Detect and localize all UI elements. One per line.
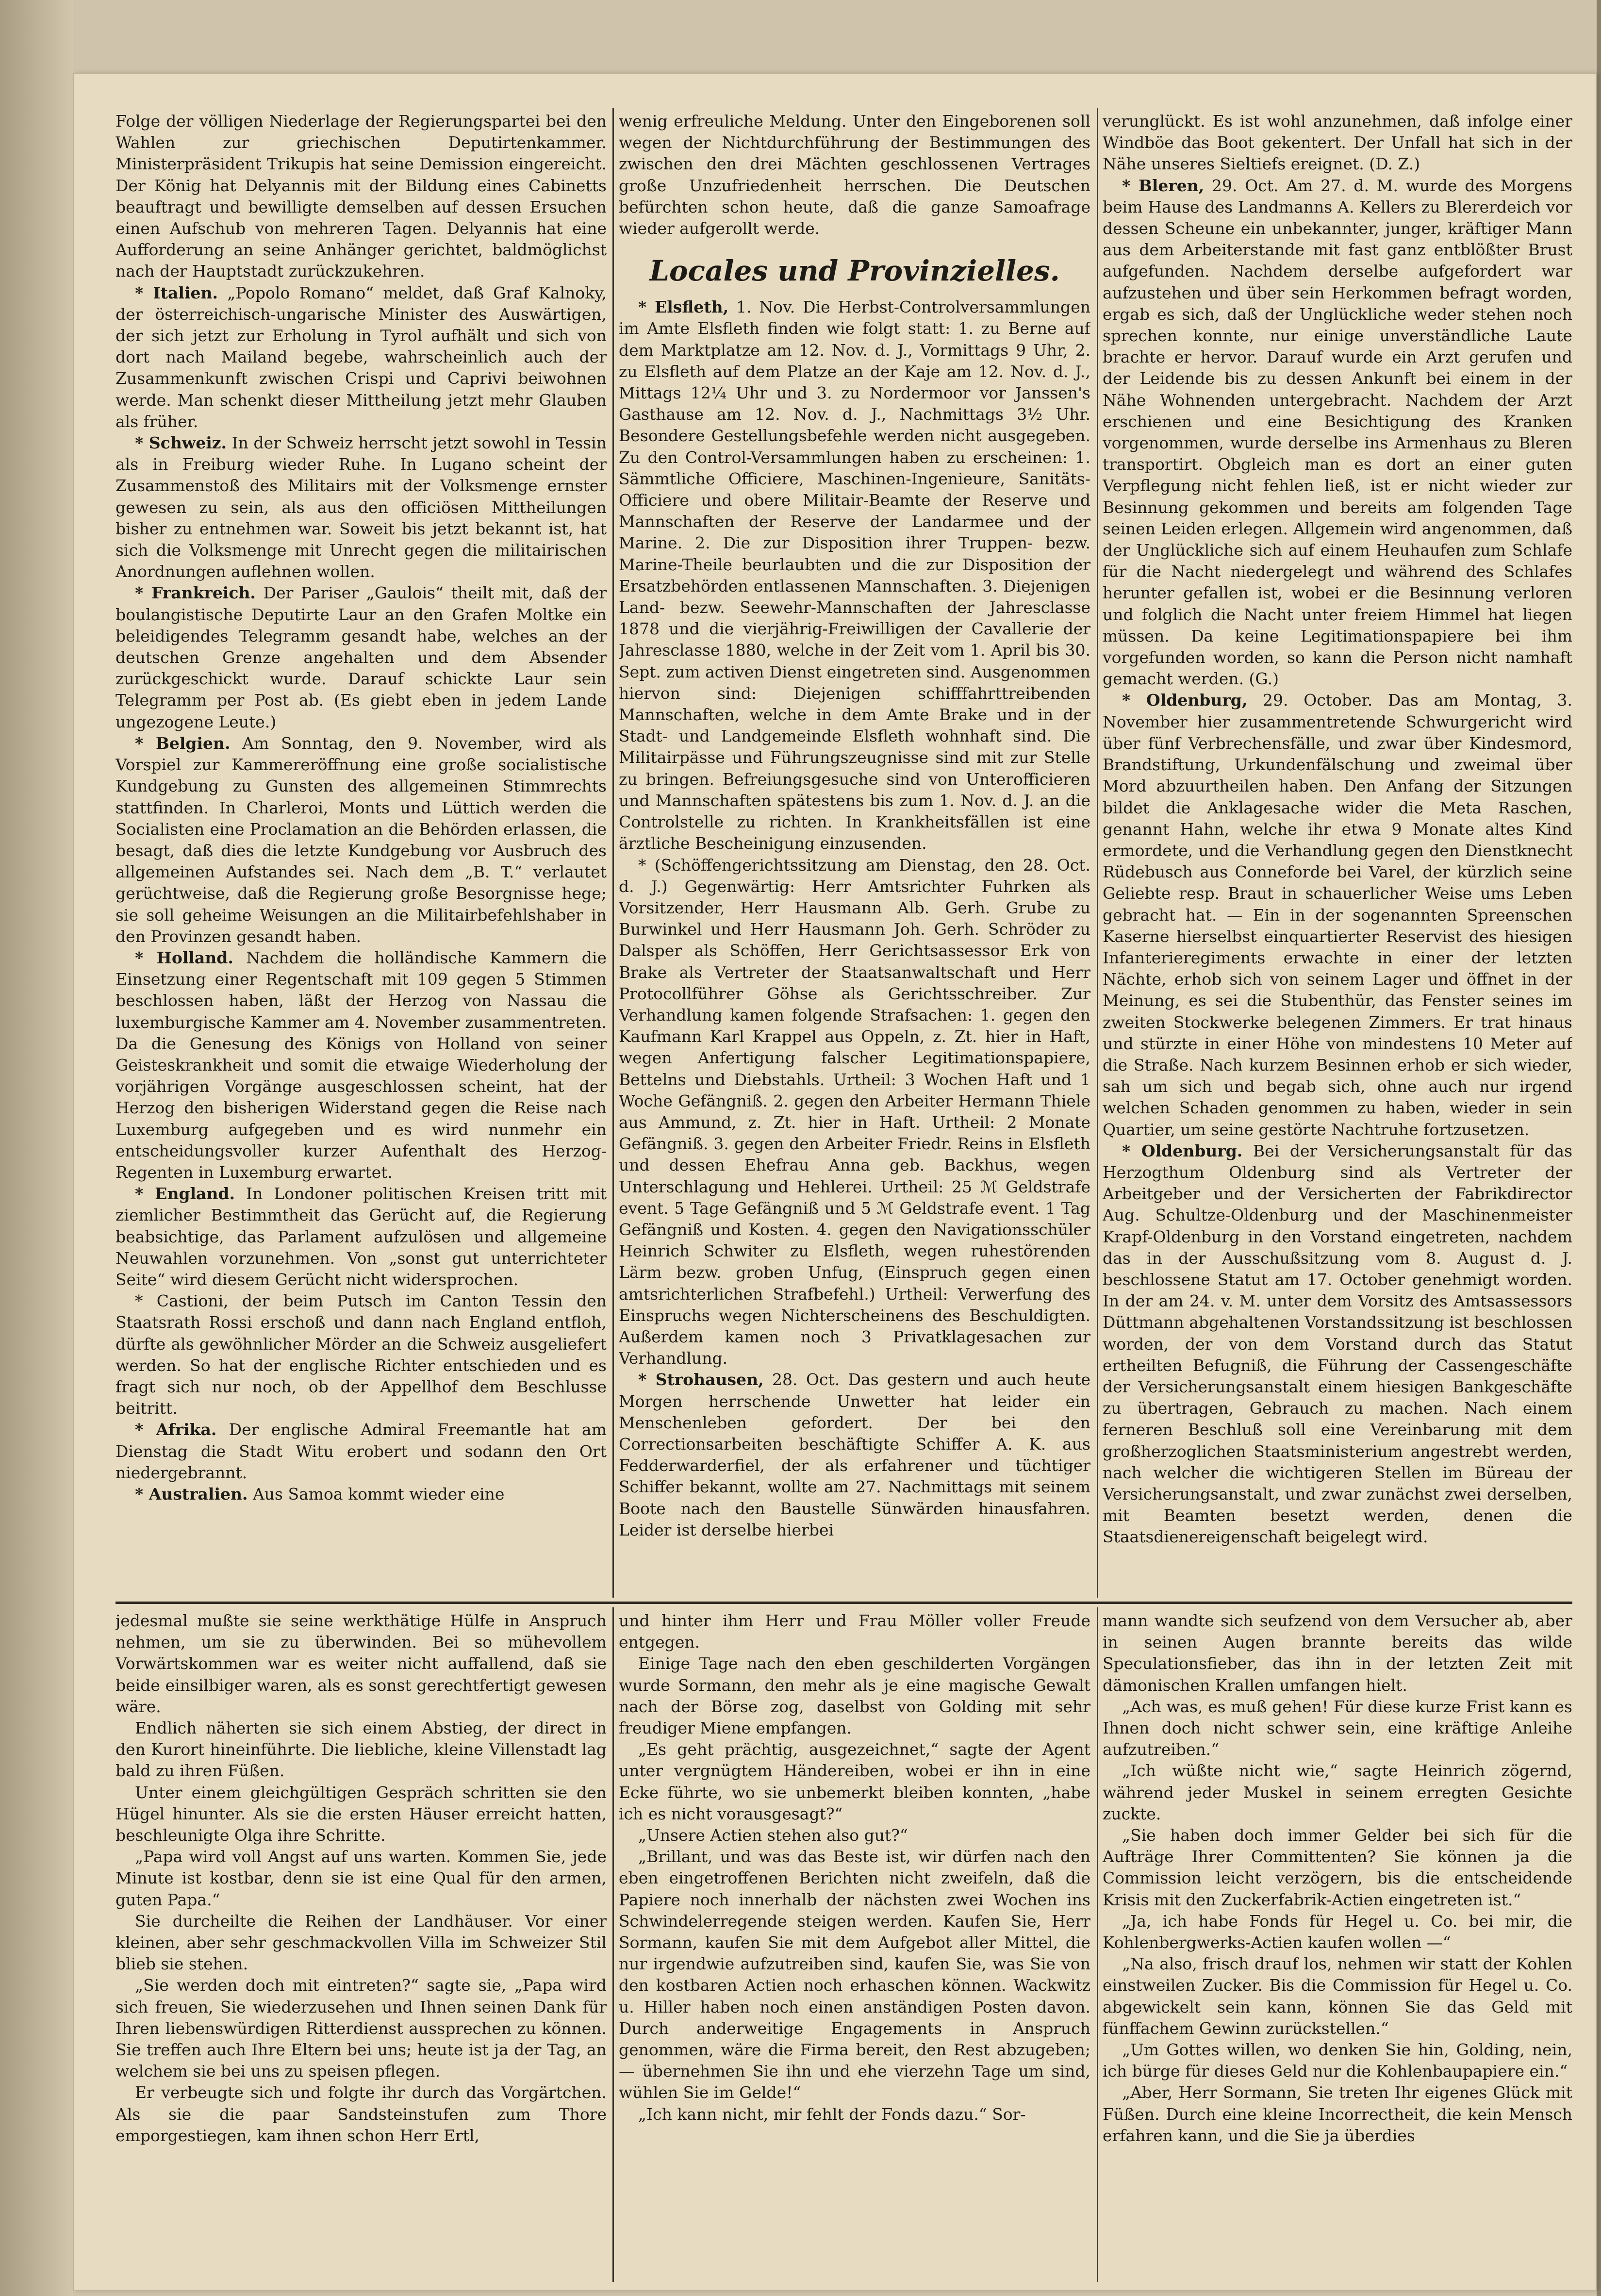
dateline: * Frankreich. xyxy=(135,583,256,603)
dateline: * Belgien. xyxy=(135,733,231,753)
article-text: Der englische Admiral Freemantle hat am Dienstag die Stadt Witu erobert und sodann den Ort niedergebrannt. xyxy=(116,1420,607,1482)
article-text: mann wandte sich seufzend von dem Versucher ab, aber in seinen Augen brannte bereits das wilde Speculationsfieber, das ihn in der letzten Zeit mit dämonischen Krallen umfangen hielt. xyxy=(1103,1611,1572,1695)
dateline: * Oldenburg. xyxy=(1122,1141,1243,1160)
article-paragraph xyxy=(619,1369,1090,1541)
article-text: „Ich wüßte nicht wie,“ sagte Heinrich zögernd, während jeder Muskel in seinem erregten Gesichte zuckte. xyxy=(1103,1761,1572,1823)
article-text: wenig erfreuliche Meldung. Unter den Eingeborenen soll wegen der Nichtdurchführung der Bestimmungen des zwischen den drei Mächten geschlossenen Vertrages große Unzufriedenheit herrschen. Die Deutschen befürchten schon heute, daß die ganze Samoafrage wieder aufgerollt werde. xyxy=(619,112,1090,238)
article-paragraph xyxy=(116,1846,607,1911)
article-paragraph xyxy=(1103,1825,1572,1911)
article-text: * (Schöffengerichtssitzung am Dienstag, den 28. Oct. d. J.) Gegenwärtig: Herr Amtsrichter Fuhrken als Vorsitzender, Herr Hausmann Alb. Gerh. Grube zu Burwinkel und Herr Hausmann Joh. Gerh. Schröder zu Dalsper als Schöffen, Herr Gerichtsassessor Erk von Brake als Vertreter der Staatsanwaltschaft und Herr Protocollführer Göhse als Gerichtsschreiber. Zur Verhandlung kamen folgende Strafsachen: 1. gegen den Kaufmann Karl Krappel aus Oppeln, z. Zt. hier in Haft, wegen Anfertigung falscher Legitimationspapiere, Bettelns und Diebstahls. Urtheil: 3 Wochen Haft und 1 Woche Gefängniß. 2. gegen den Arbeiter Hermann Thiele aus Ammund, z. Zt. hier in Haft. Urtheil: 2 Monate Gefängniß. 3. gegen den Arbeiter Friedr. Reins in Elsfleth und dessen Ehefrau Anna geb. Backhus, wegen Unterschlagung und Hehlerei. Urtheil: 25 ℳ Geldstrafe event. 5 Tage Gefängniß und 5 ℳ Geldstrafe event. 1 Tag Gefängniß und Kosten. 4. gegen den Navigationsschüler Heinrich Schwiter zu Elsfleth, wegen ruhestörenden Lärm bezw. groben Unfug, (Einspruch gegen einen amtsrichterlichen Strafbefehl.) Urtheil: Verwerfung des Einspruchs wegen Nichterscheinens des Beschuldigten. Außerdem kamen noch 3 Privatklagesachen zur Verhandlung. xyxy=(619,855,1090,1368)
dateline: * Bleren, xyxy=(1122,176,1205,195)
feuilleton-column-1 xyxy=(116,1610,607,2280)
article-text: 28. Oct. Das gestern und auch heute Morgen herrschende Unwetter hat leider ein Menschenleben gefordert. Der bei den Correctionsarbeiten beschäftigte Schiffer A. K. aus Fedderwarderfiel, der als erfahrener und tüchtiger Schiffer bekannt, wollte am 27. Nachmittags mit seinem Boote nach den Baustelle Sünwärden hinausfahren. Leider ist derselbe hierbei xyxy=(619,1370,1090,1539)
article-paragraph xyxy=(116,111,607,282)
article-text: „Na also, frisch drauf los, nehmen wir statt der Kohlen einstweilen Zucker. Bis die Commission für Hegel u. Co. abgewickelt sein kann, können Sie das Geld mit fünffachem Gewinn zurückstellen.“ xyxy=(1103,1954,1572,2038)
article-paragraph xyxy=(619,2104,1090,2125)
article-text: Am Sonntag, den 9. November, wird als Vorspiel zur Kammereröffnung eine große socialistische Kundgebung zu Gunsten des allgemeinen Stimmrechts stattfinden. In Charleroi, Monts und Lüttich werden die Socialisten eine Proclamation an die Behörden erlassen, die besagt, daß dies die letzte Kundgebung vor Ausbruch des allgemeinen Aufstandes sei. Nach dem „B. T.“ verlautet gerüchtweise, daß die Regierung große Besorgnisse hege; sie soll geheime Weisungen an die Militairbefehlshaber in den Provinzen gesandt haben. xyxy=(116,733,607,946)
article-paragraph xyxy=(116,282,607,432)
article-text: jedesmal mußte sie seine werkthätige Hülfe in Anspruch nehmen, um sie zu überwinden. Bei so mühevollem Vorwärtskommen war es weiter nicht auffallend, daß sie beide einsilbiger waren, als es sonst gerechtfertigt gewesen wäre. xyxy=(116,1611,607,1716)
article-text: Sie durcheilte die Reihen der Landhäuser. Vor einer kleinen, aber sehr geschmackvollen Villa im Schweizer Stil blieb sie stehen. xyxy=(116,1911,607,1974)
dateline: * Holland. xyxy=(135,948,233,967)
article-paragraph xyxy=(116,432,607,582)
article-paragraph xyxy=(116,733,607,947)
article-paragraph xyxy=(619,855,1090,1370)
article-paragraph xyxy=(1103,1953,1572,2039)
article-paragraph xyxy=(116,1782,607,1847)
column-divider xyxy=(612,1607,614,2282)
article-paragraph xyxy=(1103,111,1572,175)
article-text: Unter einem gleichgültigen Gespräch schritten sie den Hügel hinunter. Als sie die ersten Häuser erreicht hatten, beschleunigte Olga ihre Schritte. xyxy=(116,1783,607,1845)
article-paragraph xyxy=(619,1825,1090,1846)
article-paragraph xyxy=(116,1610,607,1718)
article-text: 29. Oct. Am 27. d. M. wurde des Morgens beim Hause des Landmanns A. Kellers zu Blererdeich vor dessen Scheune ein unbekannter, junger, kräftiger Mann aus dem Arbeiterstande mit fast ganz entblößter Brust aufgefunden. Nachdem derselbe aufgefordert war aufzustehen und über sein Herkommen befragt worden, ergab es sich, daß der Unglückliche weder stehen noch sprechen konnte, nur einige unverständliche Laute brachte er hervor. Darauf wurde ein Arzt gerufen und der Leidende bis zu dessen Ankunft bei einem in der Nähe Wohnenden untergebracht. Nachdem der Arzt erschienen und eine Besichtigung des Kranken vorgenommen, wurde derselbe ins Armenhaus zu Bleren transportirt. Obgleich man es dort an einer guten Verpflegung nicht fehlen ließ, ist er nicht wieder zur Besinnung gekommen und bereits am folgenden Tage seinen Leiden erlegen. Allgemein wird angenommen, daß der Unglückliche sich auf einem Heuhaufen zum Schlafe für die Nacht niedergelegt und während des Schlafes herunter gefallen ist, wobei er die Besinnung verloren und folglich die Nacht unter freiem Himmel hat liegen müssen. Da keine Legitimationspapiere bei ihm vorgefunden worden, so kann die Person nicht namhaft gemacht werden. (G.) xyxy=(1103,176,1572,689)
feuilleton-separator xyxy=(116,1602,1572,1604)
article-text: „Brillant, und was das Beste ist, wir dürfen nach den eben eingetroffenen Berichten nicht zweifeln, daß die Papiere noch innerhalb der nächsten zwei Wochen ins Schwindelerregende steigen werden. Kaufen Sie, Herr Sormann, kaufen Sie mit dem Aufgebot aller Mittel, die nur irgendwie aufzutreiben sind, kaufen Sie, was Sie von den kostbaren Actien noch erhaschen können. Wackwitz u. Hiller haben noch einen anständigen Posten davon. Durch anderweitige Engagements in Anspruch genommen, wäre die Firma bereit, den Rest abzugeben; — übernehmen Sie ihn und ehe vierzehn Tage um sind, wühlen Sie im Gelde!“ xyxy=(619,1847,1090,2102)
article-paragraph xyxy=(116,1484,607,1505)
article-text: „Aber, Herr Sormann, Sie treten Ihr eigenes Glück mit Füßen. Durch eine kleine Incorrectheit, die kein Mensch erfahren kann, und die Sie ja überdies xyxy=(1103,2083,1572,2145)
article-paragraph xyxy=(619,1846,1090,2103)
article-text: Der Pariser „Gaulois“ theilt mit, daß der boulangistische Deputirte Laur an den Grafen Moltke ein beleidigendes Telegramm gesandt habe, welches an der deutschen Grenze angehalten und dem Absender zurückgeschickt wurde. Darauf schickte Laur sein Telegramm per Post ab. (Es giebt eben in jedem Lande ungezogene Leute.) xyxy=(116,583,607,731)
feuilleton-column-3 xyxy=(1103,1610,1572,2280)
article-paragraph xyxy=(116,1183,607,1290)
news-column-3 xyxy=(1103,111,1572,1591)
page-edge xyxy=(1597,0,1601,2296)
article-paragraph xyxy=(116,2082,607,2147)
article-paragraph xyxy=(116,1290,607,1419)
dateline: * Italien. xyxy=(135,283,218,302)
article-text: Folge der völligen Niederlage der Regierungspartei bei den Wahlen zur griechischen Deputirtenkammer. Ministerpräsident Trikupis hat seine Demission eingereicht. Der König hat Delyannis mit der Bildung eines Cabinetts beauftragt und bewilligte demselben auf dessen Ersuchen einen Aufschub von mehreren Tagen. Delyannis hat eine Aufforderung an seine Anhänger gerichtet, baldmöglichst nach der Hauptstadt zurückzukehren. xyxy=(116,112,607,281)
article-paragraph xyxy=(116,1718,607,1782)
dateline: * Strohausen, xyxy=(638,1370,764,1389)
article-paragraph xyxy=(116,1975,607,2082)
feuilleton-column-2 xyxy=(619,1610,1090,2280)
article-text: 29. October. Das am Montag, 3. November hier zusammentretende Schwurgericht wird über fünf Verbrechensfälle, und zwar über Kindesmord, Brandstiftung, Urkundenfälschung und zweimal über Mord abzuurtheilen haben. Den Anfang der Sitzungen bildet die Anklagesache wider die Meta Raschen, genannt Hahn, welche ihr etwa 9 Monate altes Kind ermordete, und die Verhandlung gegen den Dienstknecht Rüdebusch aus Conneforde bei Varel, der kürzlich seine Geliebte resp. Braut in schauerlicher Weise ums Leben gebracht hat. — Ein in der sogenannten Spreenschen Kaserne hierselbst einquartierter Reservist des hiesigen Infanterieregiments erwachte in einer der letzten Nächte, erhob sich von seinem Lager und öffnet in der Meinung, es sei die Stubenthür, das Fenster seines im zweiten Stockwerke belegenen Zimmers. Er trat hinaus und stürzte in einer Höhe von mindestens 10 Meter auf die Straße. Nach kurzem Besinnen erhob er sich wieder, sah um sich und begab sich, ohne auch nur irgend welchen Schaden genommen zu haben, wieder in sein Quartier, um seine gestörte Nachtruhe fortzusetzen. xyxy=(1103,691,1572,1139)
column-divider xyxy=(612,108,614,1598)
article-paragraph xyxy=(1103,690,1572,1140)
article-paragraph xyxy=(116,582,607,732)
article-text: Aus Samoa kommt wieder eine xyxy=(248,1485,505,1503)
article-paragraph xyxy=(116,1419,607,1484)
article-paragraph xyxy=(1103,2039,1572,2082)
article-text: Bei der Versicherungsanstalt für das Herzogthum Oldenburg sind als Vertreter der Arbeitgeber und der Versicherten der Fabrikdirector Aug. Schultze-Oldenburg und der Maschinenmeister Krapf-Oldenburg in den Vorstand eingetreten, nachdem das in der Ausschußsitzung vom 8. August d. J. beschlossene Statut am 17. October genehmigt worden. In der am 24. v. M. unter dem Vorsitz des Amtsassessors Düttmann abgehaltenen Vorstandssitzung ist beschlossen worden, der von dem Vorstand durch das Statut ertheilten Befugniß, die Führung der Cassengeschäfte der Versicherungsanstalt einem hiesigen Bankgeschäfte zu übertragen, Gebrauch zu machen. Nach einem ferneren Beschluß soll eine Vereinbarung mit dem großherzoglichen Staatsministerium angestrebt werden, nach welcher die wichtigeren Stellen im Büreau der Versicherungsanstalt, und zwar zunächst zwei derselben, mit Beamten besetzt werden, denen die Staatsdienereigenschaft beigelegt wird. xyxy=(1103,1141,1572,1547)
article-paragraph xyxy=(619,1739,1090,1825)
article-text: „Um Gottes willen, wo denken Sie hin, Golding, nein, ich bürge für dieses Geld nur die Kohlenbaupapiere ein.“ xyxy=(1103,2040,1572,2081)
page-gutter xyxy=(0,0,73,2296)
article-text: Endlich näherten sie sich einem Abstieg, der direct in den Kurort hineinführte. Die liebliche, kleine Villenstadt lag bald zu ihren Füßen. xyxy=(116,1718,607,1781)
dateline: * Oldenburg, xyxy=(1122,691,1248,710)
article-paragraph xyxy=(116,1911,607,1975)
article-paragraph xyxy=(619,111,1090,239)
article-paragraph xyxy=(1103,175,1572,690)
article-paragraph xyxy=(619,1653,1090,1739)
article-text: verunglückt. Es ist wohl anzunehmen, daß infolge einer Windböe das Boot gekentert. Der Unfall hat sich in der Nähe unseres Sieltiefs ereignet. (D. Z.) xyxy=(1103,112,1572,174)
article-text: Nachdem die holländische Kammern die Einsetzung einer Regentschaft mit 109 gegen 5 Stimmen beschlossen haben, läßt der Herzog von Nassau die luxemburgische Kammer am 4. November zusammentreten. Da die Genesung des Königs von Holland von seiner Geisteskrankheit und somit die etwaige Wiederholung der vorjährigen Vorgänge ausgeschlossen scheint, hat der Herzog den bisherigen Widerstand gegen die Reise nach Luxemburg aufgegeben und es wird nunmehr ein entscheidungsvoller kurzer Aufenthalt des Herzog-Regenten in Luxemburg erwartet. xyxy=(116,948,607,1182)
dateline: * Afrika. xyxy=(135,1420,217,1439)
article-text: 1. Nov. Die Herbst-Controlversammlungen im Amte Elsfleth finden wie folgt statt: 1. zu Berne auf dem Marktplatze am 12. Nov. d. J., Vormittags 9 Uhr, 2. zu Elsfleth auf dem Platze an der Kaje am 12. Nov. d. J., Mittags 12¼ Uhr und 3. zu Nordermoor vor Janssen's Gasthause am 12. Nov. d. J., Nachmittags 3½ Uhr. Besondere Gestellungsbefehle werden nicht ausgegeben. Zu den Control-Versammlungen haben zu erscheinen: 1. Sämmtliche Officiere, Maschinen-Ingenieure, Sanitäts-Officiere und obere Militair-Beamte der Reserve und Mannschaften der Reserve der Landarmee und der Marine. 2. Die zur Disposition ihrer Truppen- bezw. Marine-Theile beurlaubten und die zur Disposition der Ersatzbehörden entlassenen Mannschaften. 3. Diejenigen Land- bezw. Seewehr-Mannschaften der Jahresclasse 1878 und die vierjährig-Freiwilligen der Cavallerie der Jahresclasse 1880, welche in der Zeit vom 1. April bis 30. Sept. zum activen Dienst eingetreten sind. Ausgenommen hiervon sind: Diejenigen schifffahrttreibenden Mannschaften, welche in dem Amte Brake und in der Stadt- und Landgemeinde Elsfleth wohnhaft sind. Die Militairpässe und Führungszeugnisse sind mit zur Stelle zu bringen. Befreiungsgesuche sind von Unterofficieren und Mannschaften spätestens bis zum 1. Nov. d. J. an die Controlstelle zu richten. In Krankheitsfällen ist eine ärztliche Bescheinigung einzusenden. xyxy=(619,297,1090,853)
column-divider xyxy=(1097,1607,1098,2282)
article-text: * Castioni, der beim Putsch im Canton Tessin den Staatsrath Rossi erschoß und dann nach England entfloh, dürfte als gewöhnlicher Mörder an die Schweiz ausgeliefert werden. So hat der englische Richter entschieden und es fragt sich nur noch, ob der Appellhof dem Beschlusse beitritt. xyxy=(116,1291,607,1418)
article-paragraph xyxy=(116,947,607,1183)
column-divider xyxy=(1097,108,1098,1598)
dateline: * Schweiz. xyxy=(135,433,227,453)
article-paragraph xyxy=(619,1610,1090,1653)
article-text: und hinter ihm Herr und Frau Möller voller Freude entgegen. xyxy=(619,1611,1090,1652)
article-text: „Es geht prächtig, ausgezeichnet,“ sagte der Agent unter vergnügtem Händereiben, wobei er ihn in eine Ecke führte, wo sie unbemerkt bleiben konnten, „habe ich es nicht vorausgesagt?“ xyxy=(619,1740,1090,1823)
news-column-1 xyxy=(116,111,607,1591)
article-paragraph xyxy=(1103,1760,1572,1825)
article-text: „Papa wird voll Angst auf uns warten. Kommen Sie, jede Minute ist kostbar, denn sie ist eine Qual für den armen, guten Papa.“ xyxy=(116,1847,607,1909)
article-text: In Londoner politischen Kreisen tritt mit ziemlicher Bestimmtheit das Gerücht auf, die Regierung beabsichtige, das Parlament aufzulösen und allgemeine Neuwahlen vorzunehmen. Von „sonst gut unterrichteter Seite“ wird diesem Gerücht nicht widersprochen. xyxy=(116,1184,607,1289)
article-paragraph xyxy=(1103,1911,1572,1953)
article-paragraph xyxy=(619,297,1090,854)
article-paragraph xyxy=(1103,1610,1572,1696)
article-text: In der Schweiz herrscht jetzt sowohl in Tessin als in Freiburg wieder Ruhe. In Lugano scheint der Zusammenstoß des Militairs mit der Volksmenge ernster gewesen zu sein, als aus den officiösen Mittheilungen bisher zu entnehmen war. Soweit bis jetzt bekannt ist, hat sich die Volksmenge mit Unrecht gegen die militairischen Anordnungen auflehnen wollen. xyxy=(116,433,607,581)
article-paragraph xyxy=(1103,2082,1572,2147)
article-text: „Popolo Romano“ meldet, daß Graf Kalnoky, der österreichisch-ungarische Minister des Auswärtigen, der sich jetzt zur Erholung in Tyrol aufhält und sich von dort nach Mailand begebe, wahrscheinlich auch der Zusammenkunft zwischen Crispi und Caprivi beiwohnen werde. Man schenkt dieser Mittheilung jetzt mehr Glauben als früher. xyxy=(116,283,607,431)
section-heading: Locales und Provinzielles. xyxy=(649,254,1060,288)
article-paragraph xyxy=(1103,1696,1572,1761)
news-column-2 xyxy=(619,111,1090,1591)
article-text: „Sie haben doch immer Gelder bei sich für die Aufträge Ihrer Committenten? Sie können ja die Commission leicht verzögern, bis die entscheidende Krisis mit den Zuckerfabrik-Actien eingetreten ist.“ xyxy=(1103,1826,1572,1909)
dateline: * Elsfleth, xyxy=(638,297,729,317)
article-text: Er verbeugte sich und folgte ihr durch das Vorgärtchen. Als sie die paar Sandsteinstufen zum Thore emporgestiegen, kam ihnen schon Herr Ertl, xyxy=(116,2083,607,2145)
article-text: „Ja, ich habe Fonds für Hegel u. Co. bei mir, die Kohlenbergwerks-Actien kaufen wollen —“ xyxy=(1103,1911,1572,1952)
dateline: * Australien. xyxy=(135,1485,248,1503)
dateline: * England. xyxy=(135,1184,235,1204)
article-text: „Unsere Actien stehen also gut?“ xyxy=(638,1826,908,1845)
article-text: Einige Tage nach den eben geschilderten Vorgängen wurde Sormann, den mehr als je eine magische Gewalt nach der Börse zog, daselbst von Golding mit sehr freudiger Miene empfangen. xyxy=(619,1654,1090,1738)
article-text: „Ach was, es muß gehen! Für diese kurze Frist kann es Ihnen doch nicht schwer sein, eine kräftige Anleihe aufzutreiben.“ xyxy=(1103,1697,1572,1759)
article-paragraph xyxy=(1103,1140,1572,1548)
article-text: „Ich kann nicht, mir fehlt der Fonds dazu.“ Sor- xyxy=(638,2104,1026,2124)
article-text: „Sie werden doch mit eintreten?“ sagte sie, „Papa wird sich freuen, Sie wiederzusehen und Ihnen seinen Dank für Ihren liebenswürdigen Ritterdienst aussprechen zu können. Sie treffen auch Ihre Eltern bei uns; heute ist ja der Tag, an welchem sie bei uns zu speisen pflegen. xyxy=(116,1976,607,2081)
